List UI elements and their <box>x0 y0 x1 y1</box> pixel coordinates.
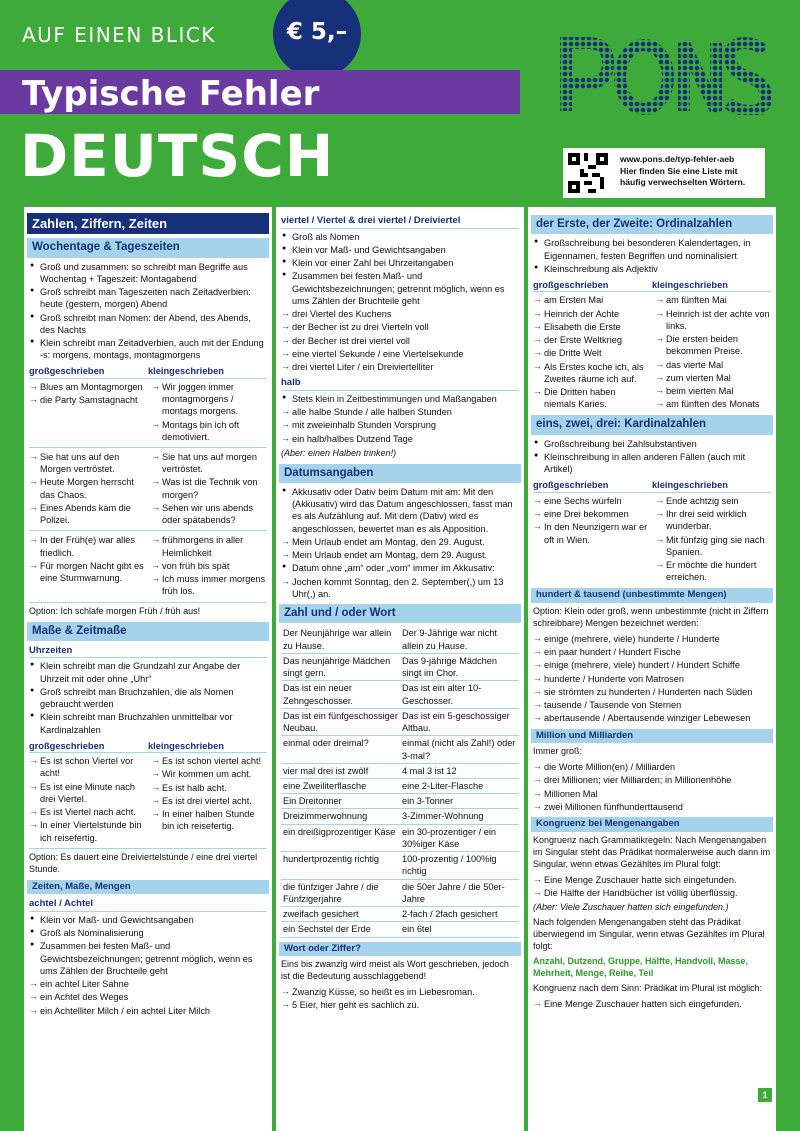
table-row <box>281 653 519 680</box>
list-item: → alle halbe Stunde / alle halben Stunden <box>281 406 519 418</box>
list-item: → Zwanzig Küsse, so heißt es im Liebesroman. <box>281 986 519 998</box>
paragraph: Kongruenz nach Grammatikregeln: Nach Mengenangaben im Singular steht das Prädikat normalerweise auch dann im Singular, wenn etwas Gezähltes im Plural folgt: <box>533 834 771 869</box>
list-item: → ein Achtelliter Milch / ein achtel Liter Milch <box>29 1005 267 1017</box>
option-note: Option: Es dauert eine Dreiviertelstunde / eine drei viertel Stunde. <box>29 851 258 874</box>
list-item: → ein Achtel des Weges <box>29 991 267 1003</box>
list-item: → am fünften des Monats <box>655 398 771 410</box>
subheading-zahl-wort: Zahl und / oder Wort <box>279 604 521 623</box>
example-row <box>29 755 267 845</box>
list-item: → Ich muss immer morgens früh los. <box>151 573 267 597</box>
list-item: → In einer halben Stunde bin ich reisefertig. <box>151 808 267 832</box>
column-1 <box>24 207 272 1131</box>
list-item: → Sehen wir uns abends oder spätabends? <box>151 502 267 526</box>
list-item: → ein paar hundert / Hundert Fische <box>533 646 771 658</box>
qr-url[interactable]: www.pons.de/typ-fehler-aeb <box>620 154 735 164</box>
table-cell: ein 6tel <box>400 922 519 937</box>
mini-heading: Uhrzeiten <box>29 645 267 659</box>
table-cell: einmal (nicht als Zahl!) oder 3-mal? <box>400 736 519 763</box>
list-item: → der Erste Weltkrieg <box>533 334 649 346</box>
table-cell: die fünfziger Jahre / die Fünfzigerjahre <box>281 879 400 906</box>
price-badge: € 5,– <box>273 0 361 78</box>
list-item: → Es ist Viertel nach acht. <box>29 806 145 818</box>
table-cell: Der Neunjährige war allein zu Hause. <box>281 626 400 653</box>
table-row <box>281 824 519 851</box>
list-item: ● Groß und zusammen: so schreibt man Begriffe aus Wochentag + Tageszeit: Montagabend <box>29 261 267 285</box>
subheading-kardinal: eins, zwei, drei: Kardinalzahlen <box>531 415 773 434</box>
paragraph: Immer groß: <box>533 746 583 757</box>
subheading-zeiten: Zeiten, Maße, Mengen <box>27 880 269 895</box>
table-header <box>29 740 267 753</box>
column-label: großgeschrieben <box>29 740 105 751</box>
example-row <box>533 294 771 411</box>
section-heading: Zahlen, Ziffern, Zeiten <box>27 213 269 234</box>
column-label: großgeschrieben <box>533 480 609 491</box>
paragraph: Eins bis zwanzig wird meist als Wort geschrieben, jedoch ist die Bedeutung ausschlaggebend! <box>281 959 509 982</box>
table-row <box>281 852 519 879</box>
list-item: → Ende achtzig sein <box>655 495 771 507</box>
list-item: → Es ist drei viertel acht. <box>151 795 267 807</box>
subheading-wort-ziffer: Wort oder Ziffer? <box>279 942 521 957</box>
table-cell: ein dreißigprozentiger Käse <box>281 824 400 851</box>
subheading-hundert: hundert & tausend (unbestimmte Mengen) <box>531 588 773 603</box>
table-row <box>281 763 519 778</box>
list-item: → mit zweieinhalb Stunden Vorsprung <box>281 419 519 431</box>
list-item: ● Klein vor einer Zahl bei Uhrzeitangaben <box>281 257 519 269</box>
table-cell: Das ist ein neuer Zehngeschosser. <box>281 681 400 708</box>
table-cell: Das neunjährige Mädchen singt gern. <box>281 653 400 680</box>
list-item: ● Datum ohne „am“ oder „vom“ immer im Akkusativ: <box>281 562 519 574</box>
list-item: ● Klein vor Maß- und Gewichtsangaben <box>281 244 519 256</box>
list-item: ● Stets klein in Zeitbestimmungen und Maßangaben <box>281 393 519 405</box>
list-item: → Die ersten beiden bekommen Preise. <box>655 333 771 357</box>
list-item: ● Groß schreibt man Tageszeiten nach Zeitadverbien: heute (gestern, morgen) Abend <box>29 286 267 310</box>
list-item: → sie strömten zu hunderten / Hunderten nach Süden <box>533 686 771 698</box>
list-item: → eine Sechs würfeln <box>533 495 649 507</box>
list-item: → In der Früh(e) war alles friedlich. <box>29 534 145 558</box>
list-item: ● Akkusativ oder Dativ beim Datum mit am: Mit den (Akkusativ) wird das Datum angeschlossen, fasst man es als Aufzählung auf. Mit dem (Dativ) wird es angeschlossen, bewertet man es als Apposition. <box>281 486 519 535</box>
list-item: → einige (mehrere, viele) hunderte / Hunderte <box>533 633 771 645</box>
list-item: ● Großschreibung bei Zahlsubstantiven <box>533 438 771 450</box>
pons-logo <box>556 35 776 115</box>
list-item: → Heinrich ist der achte von links. <box>655 308 771 332</box>
table-cell: 100-prozentig / 100%ig richtig <box>400 852 519 879</box>
zahl-wort-table <box>281 626 519 937</box>
list-item: → die Worte Million(en) / Milliarden <box>533 761 771 773</box>
column-label: kleingeschrieben <box>652 480 728 491</box>
list-item: → der Becher ist drei viertel voll <box>281 335 519 347</box>
list-item: → eine Drei bekommen <box>533 508 649 520</box>
list-item: → Heinrich der Achte <box>533 308 649 320</box>
table-cell: hundertprozentig richtig <box>281 852 400 879</box>
table-cell: eine 2-Liter-Flasche <box>400 778 519 793</box>
note: (Aber: einen Halben trinken!) <box>281 447 397 458</box>
main-title: DEUTSCH <box>20 122 335 190</box>
paragraph: Nach folgenden Mengenangaben steht das Prädikat überwiegend im Singular, wenn etwas Gezähltes im Plural folgt: <box>533 917 765 952</box>
list-item: ● Groß schreibt man Bruchzahlen, die als Nomen gebraucht werden <box>29 686 267 710</box>
list-item: → der Becher ist zu drei Vierteln voll <box>281 321 519 333</box>
table-cell: Das ist ein fünfgeschossiger Neubau. <box>281 708 400 735</box>
list-item: → Sie hat uns auf morgen vertröstet. <box>151 451 267 475</box>
list-item: → Eines Abends kam die Polizei. <box>29 502 145 526</box>
table-cell: ein Sechstel der Erde <box>281 922 400 937</box>
list-item: → drei viertel Liter / ein Dreiviertelliter <box>281 361 519 373</box>
list-item: → am Ersten Mai <box>533 294 649 306</box>
column-3 <box>528 207 776 1131</box>
list-item: → beim vierten Mal <box>655 385 771 397</box>
table-cell: Das 9-jährige Mädchen singt im Chor. <box>400 653 519 680</box>
list-item: → Mein Urlaub endet am Montag, den 29. August. <box>281 536 519 548</box>
list-item: → Heute Morgen herrscht das Chaos. <box>29 476 145 500</box>
table-cell: Dreizimmerwohnung <box>281 809 400 824</box>
example-row <box>533 495 771 585</box>
table-header <box>29 365 267 378</box>
subheading-ordinal: der Erste, der Zweite: Ordinalzahlen <box>531 215 773 234</box>
example-row <box>29 451 267 527</box>
table-row <box>281 809 519 824</box>
column-label: kleingeschrieben <box>148 366 224 377</box>
list-item: → Blues am Montagmorgen <box>29 381 145 393</box>
list-item: → hunderte / Hunderte von Matrosen <box>533 673 771 685</box>
subheading-wochentage: Wochentage & Tageszeiten <box>27 238 269 257</box>
list-item: → abertausende / Abertausende winziger Lebewesen <box>533 712 771 724</box>
table-row <box>281 681 519 708</box>
table-header <box>533 279 771 292</box>
table-cell: zweifach gesichert <box>281 907 400 922</box>
mini-heading: viertel / Viertel & drei viertel / Dreiviertel <box>281 215 519 229</box>
list-item: → In den Neunzigern war er oft in Wien. <box>533 521 649 545</box>
table-cell: vier mal drei ist zwölf <box>281 763 400 778</box>
mini-heading: achtel / Achtel <box>29 898 267 912</box>
paragraph: Kongruenz nach dem Sinn: Prädikat im Plural ist möglich: <box>533 982 763 993</box>
table-row <box>281 879 519 906</box>
list-item: → Als Erstes koche ich, als Zweites räume ich auf. <box>533 361 649 385</box>
list-item: → ein halb/halbes Dutzend Tage <box>281 433 519 445</box>
subheading-datum: Datumsangaben <box>279 464 521 483</box>
list-item: → Millionen Mal <box>533 788 771 800</box>
list-item: → Elisabeth die Erste <box>533 321 649 333</box>
list-item: → zum vierten Mal <box>655 372 771 384</box>
list-item: ● Groß als Nomen <box>281 231 519 243</box>
mini-heading: halb <box>281 377 519 391</box>
list-item: → Eine Menge Zuschauer hatten sich eingefunden. <box>533 998 771 1010</box>
list-item: → Mit fünfzig ging sie nach Spanien. <box>655 534 771 558</box>
example-row <box>29 381 267 444</box>
list-item: → Wir joggen immer montagmorgens / montags morgens. <box>151 381 267 418</box>
qr-description: Hier finden Sie eine Liste mit häufig verwechselten Wörtern. <box>620 165 746 188</box>
example-row <box>29 534 267 598</box>
table-cell: ein 3-Tonner <box>400 794 519 809</box>
list-item: → Was ist die Technik von morgen? <box>151 476 267 500</box>
series-label: AUF EINEN BLICK <box>22 23 216 47</box>
table-cell: die 50er Jahre / die 50er-Jahre <box>400 879 519 906</box>
list-item: → von früh bis spät <box>151 560 267 572</box>
table-cell: 3-Zimmer-Wohnung <box>400 809 519 824</box>
list-item: → das vierte Mal <box>655 359 771 371</box>
list-item: ● Klein schreibt man Bruchzahlen unmittelbar vor Kardinalzahlen <box>29 711 267 735</box>
subheading-masse: Maße & Zeitmaße <box>27 622 269 641</box>
subtitle-ribbon <box>0 70 520 114</box>
list-item: → drei Millionen; vier Milliarden; in Millionenhöhe <box>533 774 771 786</box>
table-row <box>281 778 519 793</box>
table-cell: Das ist ein 5-geschossiger Altbau. <box>400 708 519 735</box>
list-item: → zwei Millionen fünfhunderttausend <box>533 801 771 813</box>
list-item: → Es ist eine Minute nach drei Viertel. <box>29 781 145 805</box>
list-item: → Sie hat uns auf den Morgen vertröstet. <box>29 451 145 475</box>
list-item: ● Klein vor Maß- und Gewichtsangaben <box>29 914 267 926</box>
list-item: ● Klein schreibt man die Grundzahl zur Angabe der Uhrzeit mit oder ohne „Uhr“ <box>29 660 267 684</box>
list-item: → die Dritte Welt <box>533 347 649 359</box>
table-row <box>281 794 519 809</box>
option-note: Option: Ich schlafe morgen Früh / früh aus! <box>29 605 201 616</box>
note: (Aber: Viele Zuschauer hatten sich eingefunden.) <box>533 902 729 913</box>
table-cell: Das ist ein alter 10-Geschosser. <box>400 681 519 708</box>
list-item: → Er möchte die hundert erreichen. <box>655 559 771 583</box>
list-item: → am fünften Mai <box>655 294 771 306</box>
paragraph: Option: Klein oder groß, wenn unbestimmte (nicht in Ziffern schreibbare) Mengen bezeichnet werden: <box>533 606 769 629</box>
list-item: → Mein Urlaub endet am Montag, dem 29. August. <box>281 549 519 561</box>
list-item: ● Groß als Nominalisierung <box>29 927 267 939</box>
list-item: → Es ist halb acht. <box>151 782 267 794</box>
list-item: ● Kleinschreibung als Adjektiv <box>533 263 771 275</box>
table-header <box>533 479 771 492</box>
list-item: → tausende / Tausende von Sternen <box>533 699 771 711</box>
table-row <box>281 907 519 922</box>
green-word-list: Anzahl, Dutzend, Gruppe, Hälfte, Handvoll, Masse, Mehrheit, Menge, Reihe, Teil <box>533 956 749 979</box>
list-item: → Ihr drei seid wirklich wunderbar. <box>655 508 771 532</box>
subtitle: Typische Fehler <box>22 74 320 114</box>
list-item: ● Klein schreibt man Zeitadverbien, auch mit der Endung -s: morgens, montags, montagmorgens <box>29 337 267 361</box>
list-item: → frühmorgens in aller Heimlichkeit <box>151 534 267 558</box>
list-item: ● Zusammen bei festen Maß- und Gewichtsbezeichnungen; getrennt möglich, wenn es ums Zählen der Bruchteile geht <box>281 270 519 307</box>
column-label: kleingeschrieben <box>652 279 728 290</box>
table-cell: Ein Dreitonner <box>281 794 400 809</box>
list-item: ● Kleinschreibung in allen anderen Fällen (auch mit Artikel) <box>533 451 771 475</box>
table-row <box>281 736 519 763</box>
table-cell: 4 mal 3 ist 12 <box>400 763 519 778</box>
qr-text <box>620 154 765 189</box>
subheading-kongruenz: Kongruenz bei Mengenangaben <box>531 817 773 832</box>
table-cell: ein 30-prozentiger / ein 30%iger Käse <box>400 824 519 851</box>
column-label: großgeschrieben <box>29 366 105 377</box>
list-item: → ein achtel Liter Sahne <box>29 978 267 990</box>
table-cell: einmal oder dreimal? <box>281 736 400 763</box>
list-item: → Jochen kommt Sonntag, den 2. September(,) um 13 Uhr(,) an. <box>281 576 519 600</box>
list-item: → Für morgen Nacht gibt es eine Sturmwarnung. <box>29 560 145 584</box>
table-cell: Der 9-Jährige war nicht allein zu Hause. <box>400 626 519 653</box>
list-item: → Eine Menge Zuschauer hatte sich eingefunden. <box>533 874 771 886</box>
list-item: → drei Viertel des Kuchens <box>281 308 519 320</box>
table-row <box>281 708 519 735</box>
list-item: → Montags bin ich oft demotiviert. <box>151 419 267 443</box>
qr-info-box <box>563 148 765 198</box>
table-row <box>281 922 519 937</box>
table-cell: eine Zweiliterflasche <box>281 778 400 793</box>
column-label: kleingeschrieben <box>148 740 224 751</box>
list-item: → Wir kommen um acht. <box>151 768 267 780</box>
page-number: 1 <box>758 1088 772 1102</box>
subheading-million: Million und Milliarden <box>531 729 773 744</box>
column-2 <box>276 207 524 1131</box>
list-item: → Es ist schon Viertel vor acht! <box>29 755 145 779</box>
list-item: ● Großschreibung bei besonderen Kalendertagen, in Eigennamen, festen Begriffen und nominalisiert <box>533 237 771 261</box>
qr-code-icon <box>568 153 608 193</box>
list-item: → Es ist schon viertel acht! <box>151 755 267 767</box>
table-cell: 2-fach / 2fach gesichert <box>400 907 519 922</box>
list-item: → eine viertel Sekunde / eine Viertelsekunde <box>281 348 519 360</box>
list-item: → die Party Samstagnacht <box>29 394 145 406</box>
table-row <box>281 626 519 653</box>
list-item: → einige (mehrere, viele) hundert / Hundert Schiffe <box>533 659 771 671</box>
column-label: großgeschrieben <box>533 279 609 290</box>
list-item: → Die Dritten haben niemals Karies. <box>533 386 649 410</box>
list-item: → 5 Eier, hier geht es sachlich zu. <box>281 999 519 1011</box>
list-item: → In einer Viertelstunde bin ich reisefertig. <box>29 819 145 843</box>
list-item: ● Groß schreibt man Nomen: der Abend, des Abends, des Nachts <box>29 312 267 336</box>
list-item: ● Zusammen bei festen Maß- und Gewichtsbezeichnungen; getrennt möglich, wenn es ums Zählen der Bruchteile geht <box>29 940 267 977</box>
list-item: → Die Hälfte der Handbücher ist völlig überflüssig. <box>533 887 771 899</box>
